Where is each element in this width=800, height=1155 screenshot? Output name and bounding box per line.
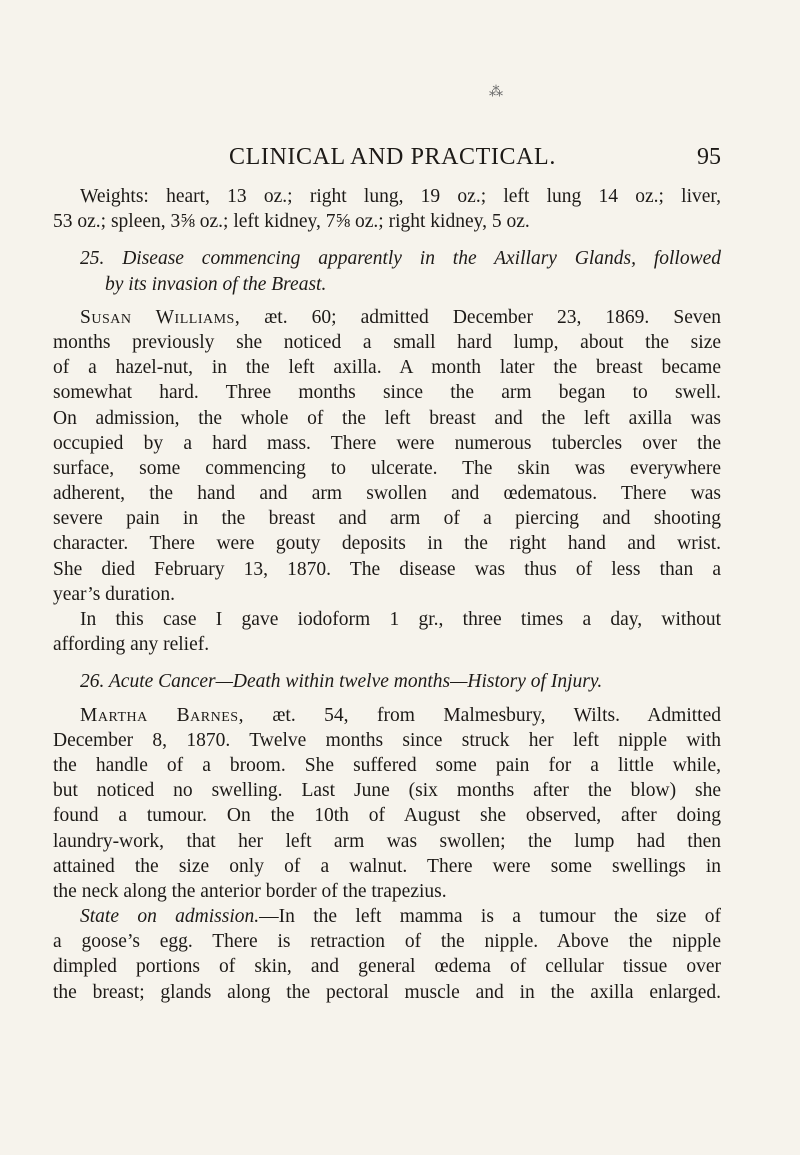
text-span: —In the left mamma is a tumour the size of <box>259 906 721 928</box>
page-header <box>53 139 721 175</box>
text-line: year’s duration. <box>53 583 176 605</box>
text-line: of a hazel-nut, in the left axilla. A month later the breast became <box>53 357 721 379</box>
case-heading-text: 26. Acute Cancer—Death within twelve months—History of Injury. <box>80 671 603 693</box>
text-line: In this case I gave iodoform 1 gr., three times a day, without <box>80 609 721 630</box>
case-heading <box>53 246 721 271</box>
text-line: surface, some commencing to ulcerate. The skin was everywhere <box>53 457 721 479</box>
case-heading <box>53 669 721 694</box>
patient-name: Susan Williams, <box>80 306 241 328</box>
text-line <box>53 703 721 728</box>
text-line: the breast; glands along the pectoral muscle and in the axilla enlarged. <box>53 981 721 1003</box>
text-line: the neck along the anterior border of the trapezius. <box>53 880 447 902</box>
body-text <box>53 184 721 1005</box>
text-line: but noticed no swelling. Last June (six months after the blow) she <box>53 780 721 802</box>
text-line: months previously she noticed a small hard lump, about the size <box>53 331 721 353</box>
text-line: laundry-work, that her left arm was swollen; the lump had then <box>53 830 721 852</box>
text-line: adherent, the hand and arm swollen and œdematous. There was <box>53 483 721 505</box>
text-line: December 8, 1870. Twelve months since struck her left nipple with <box>53 729 721 751</box>
case-heading-text: 25. Disease commencing apparently in the Axillary Glands, followed <box>80 248 721 270</box>
printer-mark: ⁂ <box>489 85 503 100</box>
text-line: Weights: heart, 13 oz.; right lung, 19 oz.; left lung 14 oz.; liver, <box>80 186 721 207</box>
text-line: occupied by a hard mass. There were numerous tubercles over the <box>53 432 721 454</box>
patient-name: Martha Barnes, <box>80 704 244 726</box>
text-span: æt. 60; admitted December 23, 1869. Seven <box>240 306 721 328</box>
text-line <box>53 305 721 330</box>
text-line: the handle of a broom. She suffered some pain for a little while, <box>53 754 721 776</box>
text-line: somewhat hard. Three months since the arm began to swell. <box>53 382 721 404</box>
case-heading-text: by its invasion of the Breast. <box>105 273 327 295</box>
text-line: character. There were gouty deposits in the right hand and wrist. <box>53 533 721 555</box>
text-line: dimpled portions of skin, and general œdema of cellular tissue over <box>53 956 721 978</box>
text-line: found a tumour. On the 10th of August she observed, after doing <box>53 805 721 827</box>
state-label: State on admission. <box>80 906 260 928</box>
text-line: She died February 13, 1870. The disease was thus of less than a <box>53 558 721 580</box>
text-line: a goose’s egg. There is retraction of the nipple. Above the nipple <box>53 931 721 953</box>
page-number: 95 <box>697 144 721 170</box>
text-span: æt. 54, from Malmesbury, Wilts. Admitted <box>243 704 721 726</box>
text-line: attained the size only of a walnut. There were some swellings in <box>53 855 721 877</box>
text-line <box>53 904 721 929</box>
case-heading-cont <box>53 272 721 297</box>
text-line: On admission, the whole of the left breast and the left axilla was <box>53 407 721 429</box>
text-line: severe pain in the breast and arm of a piercing and shooting <box>53 508 721 530</box>
text-line: affording any relief. <box>53 634 210 656</box>
running-title: CLINICAL AND PRACTICAL. <box>229 144 556 170</box>
text-line: 53 oz.; spleen, 3⅝ oz.; left kidney, 7⅝ oz.; right kidney, 5 oz. <box>53 211 530 233</box>
